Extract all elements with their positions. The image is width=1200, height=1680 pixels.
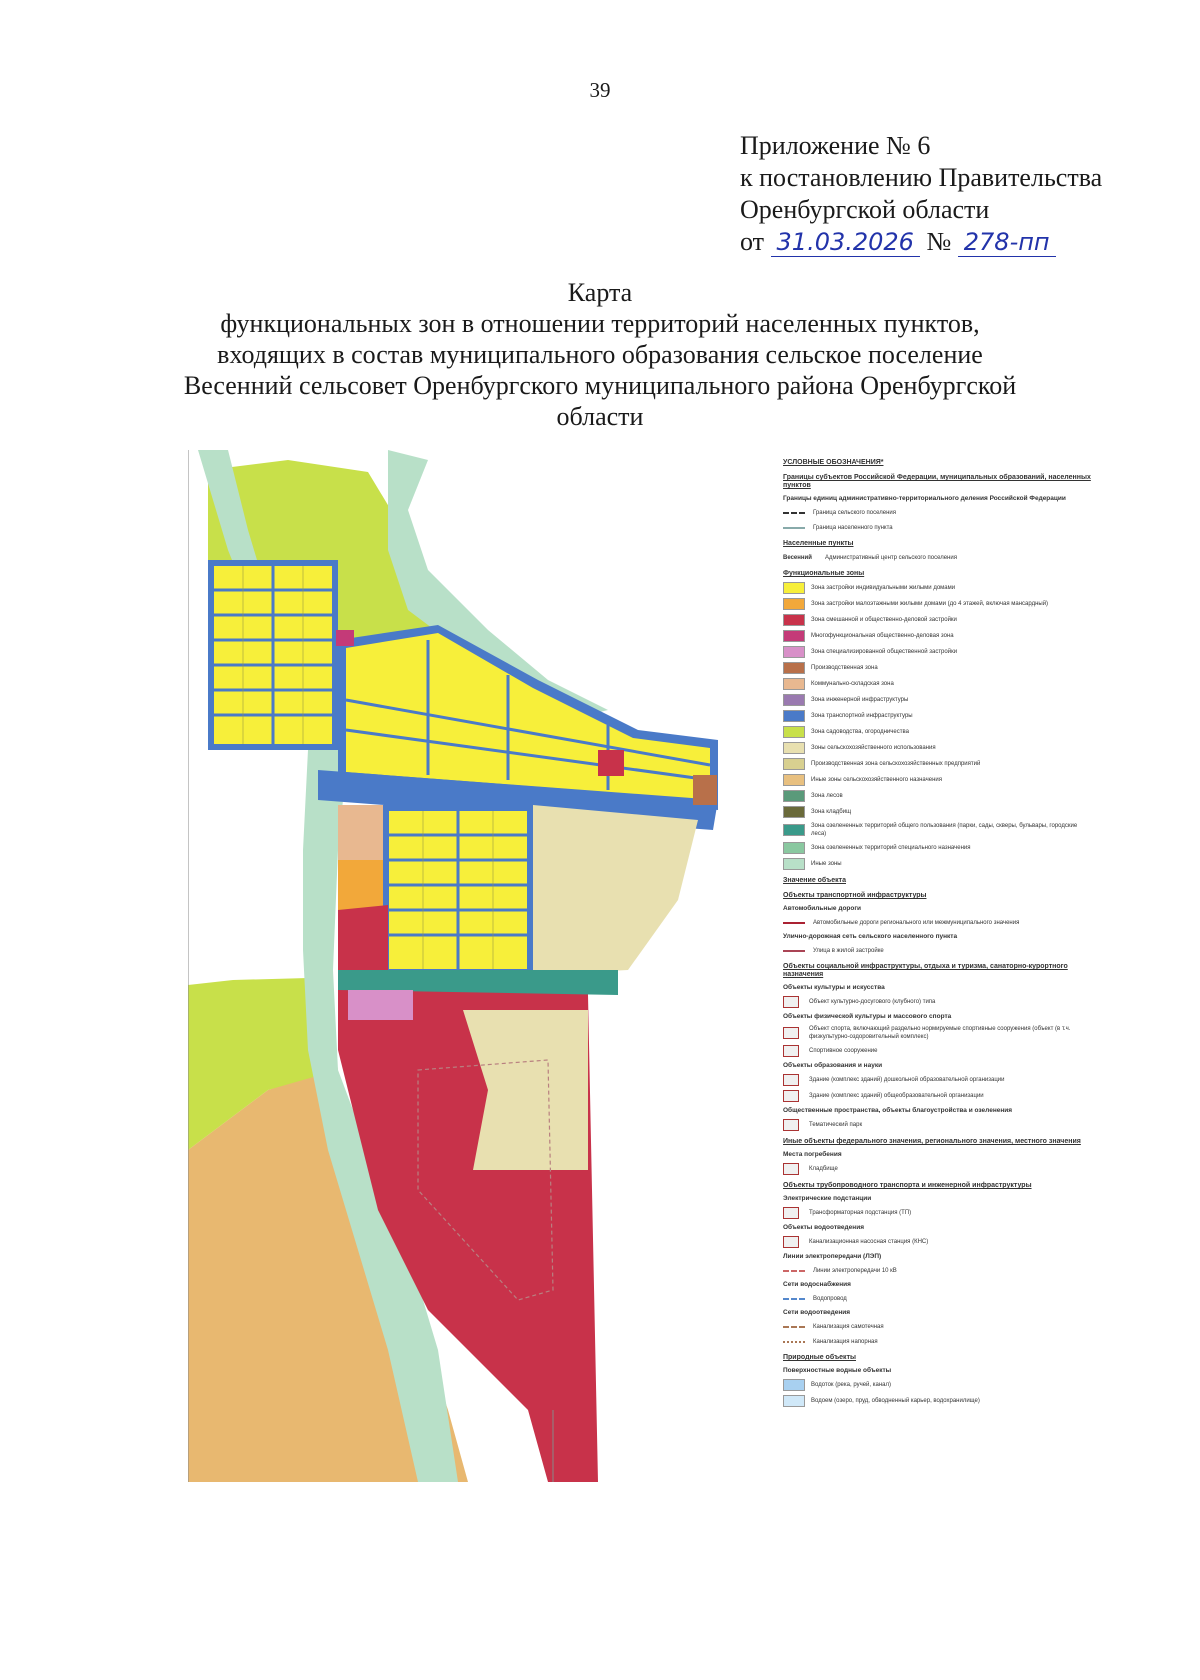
legend-zone-row <box>783 726 1093 738</box>
zone-color-swatch <box>783 824 805 836</box>
zone-color-swatch <box>783 806 805 818</box>
zone-color-swatch <box>783 694 805 706</box>
legend-water-heading: Сети водоснабжения <box>783 1281 851 1288</box>
appendix-line3: Оренбургской области <box>740 195 990 224</box>
sport-icon <box>783 1027 799 1039</box>
zone-label: Иные зоны <box>811 861 842 867</box>
legend-natural-heading: Природные объекты <box>783 1354 856 1361</box>
legend-zone-row <box>783 678 1093 690</box>
drain-item: Канализационная насосная станция (КНС) <box>809 1239 929 1245</box>
functional-zones-map <box>188 450 768 1482</box>
zone-label: Иные зоны сельскохозяйственного назначения <box>811 777 942 783</box>
zone-color-swatch <box>783 678 805 690</box>
legend-zone-row <box>783 646 1093 658</box>
zone-label: Зона застройки малоэтажными жилыми домами (до 4 этажей, включая мансардный) <box>811 601 1049 607</box>
zone-color-swatch <box>783 662 805 674</box>
production-zone <box>693 775 717 805</box>
power-line-icon <box>783 1270 805 1272</box>
title-line2: функциональных зон в отношении территорий населенных пунктов, <box>220 309 980 338</box>
appendix-line1: Приложение № 6 <box>740 131 931 160</box>
zone-color-swatch <box>783 758 805 770</box>
handwritten-number: 278-пп <box>958 228 1056 257</box>
legend-surface-row-2 <box>783 1395 1093 1407</box>
street-line-icon <box>783 950 805 952</box>
legend-border-row-2 <box>783 522 1093 533</box>
lowrise-zone <box>338 860 383 910</box>
legend-borders-heading: Границы субъектов Российской Федерации, муниципальных образований, населенных пунктов <box>783 474 1091 489</box>
legend-zone-row <box>783 614 1093 626</box>
zone-label: Производственная зона сельскохозяйственных предприятий <box>811 761 981 767</box>
zone-label: Многофункциональная общественно-деловая зона <box>811 633 954 639</box>
zone-color-swatch <box>783 598 805 610</box>
water-item: Водопровод <box>813 1295 847 1302</box>
legend-other-heading: Иные объекты федерального значения, регионального значения, местного значения <box>783 1138 1081 1145</box>
legend-drain-row <box>783 1236 1093 1248</box>
legend-roads-row <box>783 917 1093 928</box>
legend-edu-row-2 <box>783 1090 1093 1102</box>
school-icon <box>783 1090 799 1102</box>
legend-sport-row-2 <box>783 1045 1093 1057</box>
waterbody-swatch <box>783 1395 805 1407</box>
legend-object-heading: Значение объекта <box>783 877 846 884</box>
legend-zone-row <box>783 598 1093 610</box>
border-line-icon <box>783 512 805 514</box>
zone-label: Коммунально-складская зона <box>811 681 894 687</box>
roads-item: Автомобильные дороги регионального или межмуниципального значения <box>813 919 1020 926</box>
zone-label: Зона садоводства, огородничества <box>811 729 909 735</box>
legend-edu-row-1 <box>783 1074 1093 1086</box>
legend-zone-list <box>783 582 1093 870</box>
zone-color-swatch <box>783 614 805 626</box>
zone-label: Зона специализированной общественной застройки <box>811 649 958 655</box>
sewer-line-icon <box>783 1341 805 1343</box>
zone-color-swatch <box>783 726 805 738</box>
number-prefix: № <box>926 227 952 256</box>
legend-settlement-row <box>783 552 1093 563</box>
street-item: Улица в жилой застройке <box>813 947 884 954</box>
legend-zone-row <box>783 758 1093 770</box>
border-line-icon <box>783 527 805 529</box>
legend-sewer-heading: Сети водоотведения <box>783 1309 851 1316</box>
zone-label: Зона инженерной инфраструктуры <box>811 697 909 703</box>
legend-burial-row <box>783 1163 1093 1175</box>
legend-zone-row <box>783 742 1093 754</box>
title-line5: области <box>556 402 644 431</box>
handwritten-date: 31.03.2026 <box>771 228 920 257</box>
zone-color-swatch <box>783 842 805 854</box>
zone-color-swatch <box>783 582 805 594</box>
zone-label: Зона кладбищ <box>811 809 852 815</box>
legend-zone-row <box>783 630 1093 642</box>
legend-burial-heading: Места погребения <box>783 1151 842 1158</box>
legend-social-heading: Объекты социальной инфраструктуры, отдыха и туризма, санаторно-курортного назначения <box>783 963 1068 978</box>
legend-transport-heading: Объекты транспортной инфраструктуры <box>783 892 927 899</box>
mixed-zone-small <box>598 750 624 776</box>
culture-item: Объект культурно-досугового (клубного) типа <box>809 999 936 1005</box>
burial-item: Кладбище <box>809 1166 838 1172</box>
zone-color-swatch <box>783 646 805 658</box>
legend-zone-row <box>783 842 1093 854</box>
legend-power-heading: Линии электропередачи (ЛЭП) <box>783 1253 882 1260</box>
legend-street-row <box>783 945 1093 956</box>
sewer-line-icon <box>783 1326 805 1328</box>
legend-public-heading: Общественные пространства, объекты благоустройства и озеленения <box>783 1107 1013 1114</box>
settlement-desc: Административный центр сельского поселения <box>825 554 957 561</box>
zone-label: Зона лесов <box>811 793 843 799</box>
title-line1: Карта <box>567 278 633 307</box>
title-line3: входящих в состав муниципального образования сельское поселение <box>217 340 983 369</box>
legend-surface-heading: Поверхностные водные объекты <box>783 1367 892 1374</box>
legend-admin-heading: Границы единиц административно-территориального деления Российской Федерации <box>783 495 1066 502</box>
surface-item2: Водоем (озеро, пруд, обводненный карьер, водохранилище) <box>811 1398 980 1404</box>
culture-icon <box>783 996 799 1008</box>
public-item: Тематический парк <box>809 1122 863 1128</box>
appendix-date-line <box>740 226 1102 258</box>
sewer-item2: Канализация напорная <box>813 1338 878 1345</box>
legend-edu-heading: Объекты образования и науки <box>783 1062 883 1069</box>
legend-border-2: Граница населенного пункта <box>813 524 893 531</box>
legend-zone-row <box>783 774 1093 786</box>
zone-label: Зона озелененных территорий общего пользования (парки, сады, скверы, бульвары, городские леса) <box>811 823 1078 837</box>
legend-culture-heading: Объекты культуры и искусства <box>783 984 885 991</box>
multifunctional-zone <box>336 630 354 646</box>
zone-color-swatch <box>783 858 805 870</box>
zone-label: Производственная зона <box>811 665 878 671</box>
substation-item: Трансформаторная подстанция (ТП) <box>809 1210 912 1216</box>
legend-culture-row <box>783 996 1093 1008</box>
zone-label: Зона смешанной и общественно-деловой застройки <box>811 617 957 623</box>
legend-sewer-row-2 <box>783 1336 1093 1347</box>
map-legend <box>783 452 1093 1407</box>
zone-color-swatch <box>783 774 805 786</box>
legend-settlements-heading: Населенные пункты <box>783 540 854 547</box>
date-prefix: от <box>740 227 765 256</box>
zone-label: Зона транспортной инфраструктуры <box>811 713 913 719</box>
legend-zone-row <box>783 710 1093 722</box>
legend-street-heading: Улично-дорожная сеть сельского населенного пункта <box>783 933 958 940</box>
edu-item2: Здание (комплекс зданий) общеобразовательной организации <box>809 1093 984 1099</box>
substation-icon <box>783 1207 799 1219</box>
legend-zones-heading: Функциональные зоны <box>783 570 865 577</box>
legend-heading: УСЛОВНЫЕ ОБОЗНАЧЕНИЯ* <box>783 459 884 466</box>
legend-sewer-row-1 <box>783 1321 1093 1332</box>
park-icon <box>783 1119 799 1131</box>
legend-zone-row <box>783 858 1093 870</box>
legend-surface-row-1 <box>783 1379 1093 1391</box>
legend-zone-row <box>783 662 1093 674</box>
appendix-line2: к постановлению Правительства <box>740 163 1103 192</box>
map-svg <box>188 450 768 1482</box>
legend-border-row-1 <box>783 507 1093 518</box>
legend-zone-row <box>783 694 1093 706</box>
zone-color-swatch <box>783 742 805 754</box>
legend-drain-heading: Объекты водоотведения <box>783 1224 864 1231</box>
legend-substation-row <box>783 1207 1093 1219</box>
page-number: 39 <box>589 78 611 102</box>
legend-sport-row-1 <box>783 1025 1093 1041</box>
sewer-item1: Канализация самотечная <box>813 1323 884 1330</box>
zone-label: Зоны сельскохозяйственного использования <box>811 745 936 751</box>
pump-station-icon <box>783 1236 799 1248</box>
legend-roads-heading: Автомобильные дороги <box>783 905 862 912</box>
legend-zone-row <box>783 790 1093 802</box>
zone-color-swatch <box>783 790 805 802</box>
surface-item1: Водоток (река, ручей, канал) <box>811 1382 891 1388</box>
watercourse-swatch <box>783 1379 805 1391</box>
sport-item2: Спортивное сооружение <box>809 1048 878 1054</box>
legend-zone-row <box>783 806 1093 818</box>
edu-item1: Здание (комплекс зданий) дошкольной образовательной организации <box>809 1077 1005 1083</box>
legend-power-row <box>783 1265 1093 1276</box>
legend-sport-heading: Объекты физической культуры и массового спорта <box>783 1013 952 1020</box>
sport-icon <box>783 1045 799 1057</box>
legend-substation-heading: Электрические подстанции <box>783 1195 872 1202</box>
commercial-warehouse <box>338 805 383 860</box>
road-line-icon <box>783 922 805 924</box>
school-icon <box>783 1074 799 1086</box>
legend-public-row <box>783 1119 1093 1131</box>
zone-color-swatch <box>783 630 805 642</box>
document-title <box>150 277 1050 432</box>
zone-label: Зона озелененных территорий специального назначения <box>811 845 971 851</box>
legend-water-row <box>783 1293 1093 1304</box>
power-item: Линии электропередачи 10 кВ <box>813 1267 897 1274</box>
water-line-icon <box>783 1298 805 1300</box>
sport-item1: Объект спорта, включающий раздельно нормируемые спортивные сооружения (объект (в т.ч. физкультурно-оздоровительный комплекс) <box>809 1026 1071 1040</box>
settlement-name: Весенний <box>783 554 812 561</box>
legend-pipeline-heading: Объекты трубопроводного транспорта и инженерной инфраструктуры <box>783 1182 1032 1189</box>
legend-border-1: Граница сельского поселения <box>813 509 897 516</box>
cemetery-icon <box>783 1163 799 1175</box>
legend-zone-row <box>783 822 1093 838</box>
special-public-zone <box>348 990 413 1020</box>
zone-color-swatch <box>783 710 805 722</box>
legend-zone-row <box>783 582 1093 594</box>
appendix-block <box>740 130 1102 258</box>
title-line4: Весенний сельсовет Оренбургского муниципального района Оренбургской <box>183 371 1017 400</box>
zone-label: Зона застройки индивидуальными жилыми домами <box>811 585 956 591</box>
